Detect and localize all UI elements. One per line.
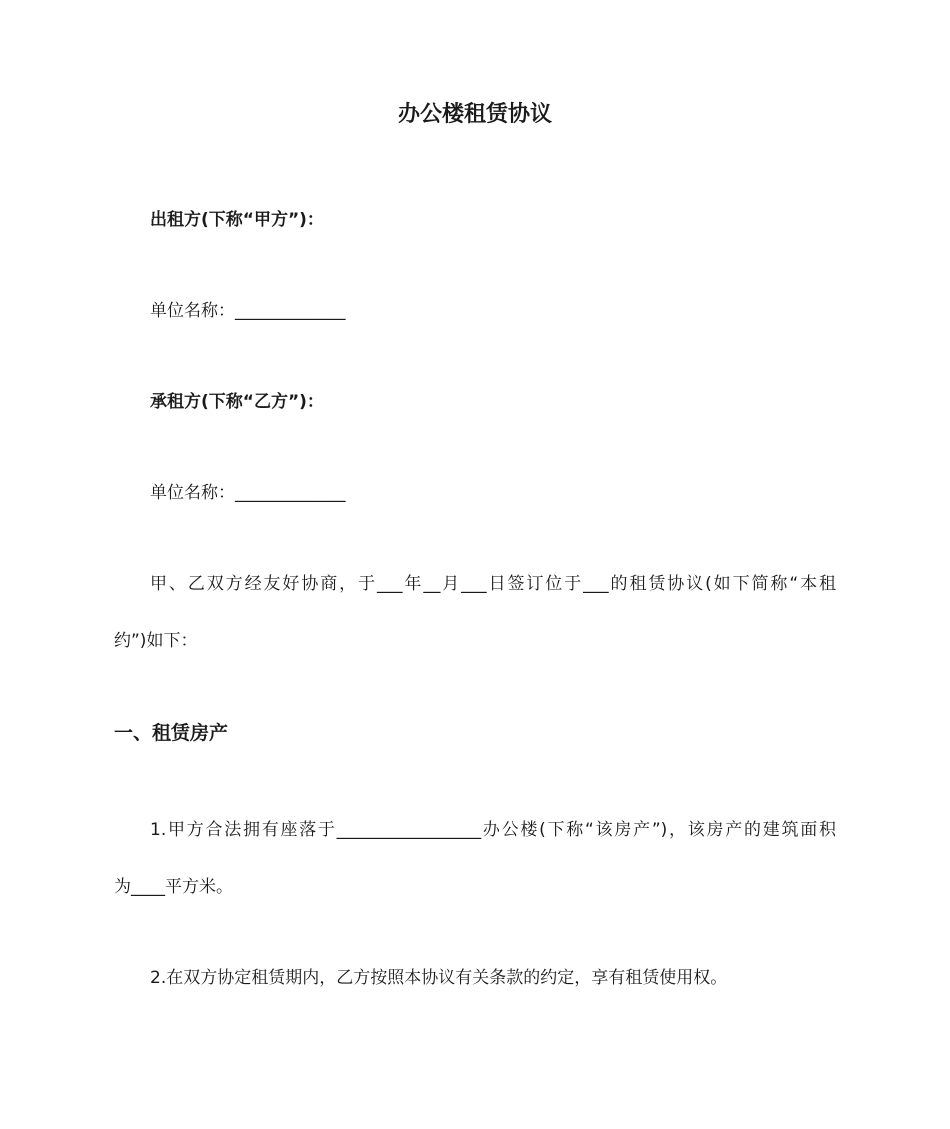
- document-title: 办公楼租赁协议: [397, 102, 552, 127]
- clause-1-line-2: 为____平方米。: [114, 877, 233, 897]
- lessor-unit-name: 单位名称：_____________: [150, 301, 346, 321]
- clause-2: 2.在双方协定租赁期内，乙方按照本协议有关条款的约定，享有租赁使用权。: [150, 968, 728, 988]
- lessee-heading: 承租方(下称“乙方”)：: [150, 392, 324, 412]
- intro-paragraph-line-2: 约”)如下：: [114, 631, 198, 651]
- section-1-heading: 一、租赁房产: [114, 722, 229, 744]
- lessee-unit-name: 单位名称：_____________: [150, 483, 346, 503]
- intro-paragraph-line-1: 甲、乙双方经友好协商，于___年__月___日签订位于___的租赁协议(如下简称“本租: [150, 574, 836, 594]
- clause-1-line-1: 1.甲方合法拥有座落于_________________办公楼(下称“该房产”)，该房产的建筑面积: [150, 820, 836, 840]
- lessor-heading: 出租方(下称“甲方”)：: [150, 210, 324, 230]
